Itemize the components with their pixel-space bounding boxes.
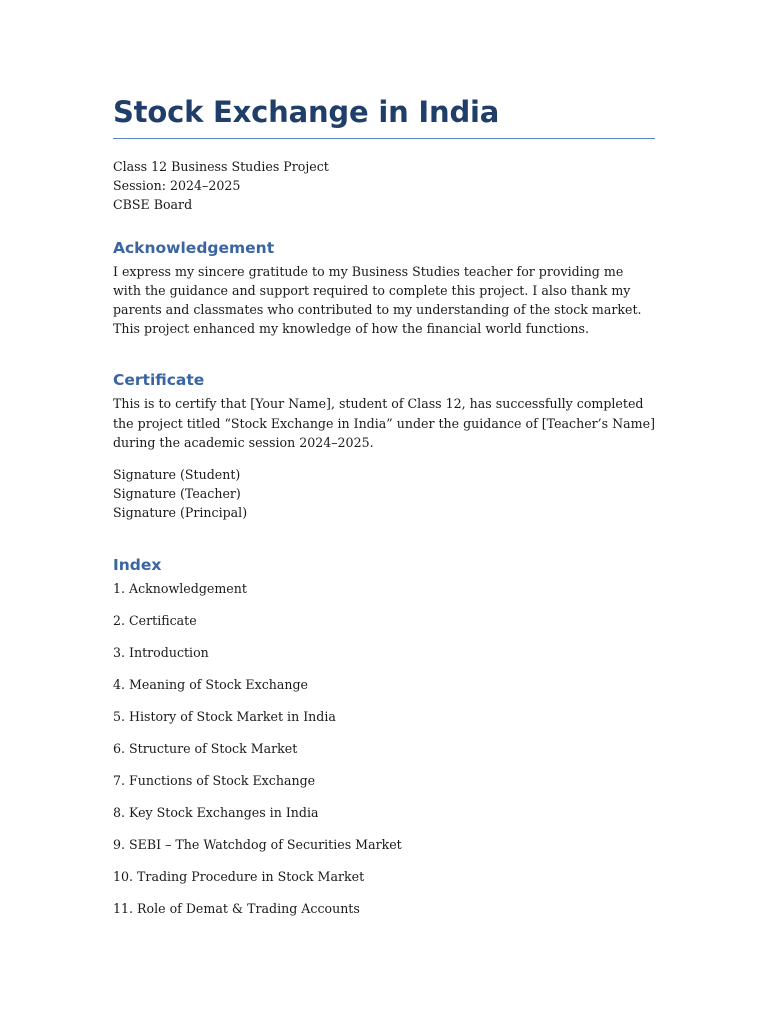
index-item: 6. Structure of Stock Market <box>113 740 298 756</box>
index-item: 2. Certificate <box>113 612 197 628</box>
index-item: 9. SEBI – The Watchdog of Securities Market <box>113 836 402 852</box>
document-page <box>113 92 655 931</box>
acknowledgement-heading: Acknowledgement <box>113 238 275 257</box>
index-item: 10. Trading Procedure in Stock Market <box>113 868 365 884</box>
index-item: 4. Meaning of Stock Exchange <box>113 676 308 692</box>
index-item: 1. Acknowledgement <box>113 580 247 596</box>
meta-board-line: CBSE Board <box>113 197 193 213</box>
index-heading: Index <box>113 555 162 574</box>
signature-block <box>113 465 655 523</box>
project-meta <box>113 157 655 215</box>
signature-principal: Signature (Principal) <box>113 505 248 521</box>
index-item: 11. Role of Demat & Trading Accounts <box>113 900 360 916</box>
index-item: 7. Functions of Stock Exchange <box>113 772 316 788</box>
signature-teacher: Signature (Teacher) <box>113 486 241 502</box>
index-item: 5. History of Stock Market in India <box>113 708 336 724</box>
document-title: Stock Exchange in India <box>113 92 655 139</box>
certificate-text: This is to certify that [Your Name], student of Class 12, has successfully completed the project titled “Stock Exchange in India” under the guidance of [Teacher’s Name] during the academic session 2024–2025. <box>113 396 655 450</box>
signature-student: Signature (Student) <box>113 467 241 483</box>
index-item: 3. Introduction <box>113 644 209 660</box>
index-item: 8. Key Stock Exchanges in India <box>113 804 319 820</box>
certificate-heading: Certificate <box>113 371 205 390</box>
meta-session-line: Session: 2024–2025 <box>113 178 241 194</box>
acknowledgement-text: I express my sincere gratitude to my Business Studies teacher for providing me with the guidance and support required to complete this project. I also thank my parents and classmates who contributed to my understanding of the stock market. This project enhanced my knowledge of how the financial world functions. <box>113 263 642 337</box>
meta-class-line: Class 12 Business Studies Project <box>113 159 329 174</box>
index-list <box>113 579 655 931</box>
